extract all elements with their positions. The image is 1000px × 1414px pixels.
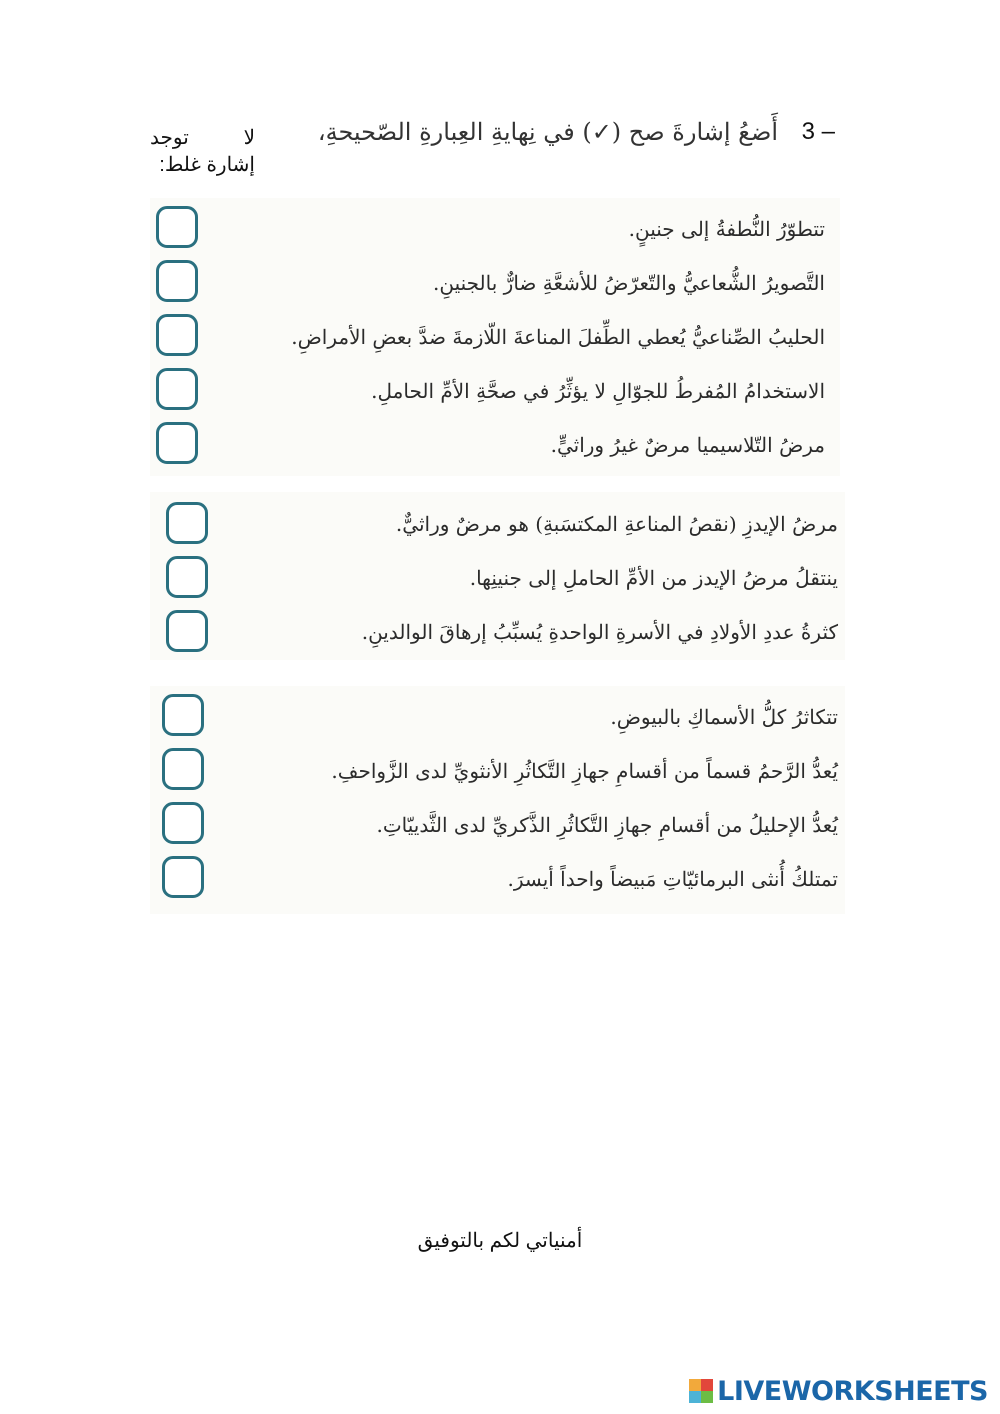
statement-3-3: يُعدُّ الإحليلُ من أقسامِ جهازِ التَّكاثُرِ الذَّكريِّ لدى الثَّدييّاتِ.	[376, 813, 838, 837]
closing-wish: أمنياتي لكم بالتوفيق	[417, 1230, 583, 1252]
answer-checkbox-3-1[interactable]	[162, 694, 204, 736]
brand-name: LIVEWORKSHEETS	[717, 1375, 988, 1407]
instruction-note: لا توجد إشارة غلط:	[150, 127, 255, 176]
answer-checkbox-2-3[interactable]	[166, 610, 208, 652]
answer-checkbox-3-4[interactable]	[162, 856, 204, 898]
statement-3-1: تتكاثرُ كلُّ الأسماكِ بالبيوضِ.	[610, 705, 838, 729]
liveworksheets-brand	[689, 1376, 988, 1406]
statement-1-4: الاستخدامُ المُفرطُ للجوّالِ لا يؤثِّرُ في صحَّةِ الأمِّ الحاملِ.	[371, 379, 825, 403]
answer-checkbox-1-5[interactable]	[156, 422, 198, 464]
statement-3-2: يُعدُّ الرَّحمُ قسماً من أقسامِ جهازِ التَّكاثُرِ الأنثويِّ لدى الزَّواحفِ.	[331, 759, 838, 783]
answer-checkbox-3-3[interactable]	[162, 802, 204, 844]
statement-2-1: مرضُ الإيدزِ (نقصُ المناعةِ المكتسَبةِ) هو مرضٌ وراثيٌّ.	[395, 512, 838, 536]
answer-checkbox-1-2[interactable]	[156, 260, 198, 302]
answer-checkbox-1-3[interactable]	[156, 314, 198, 356]
answer-checkbox-1-1[interactable]	[156, 206, 198, 248]
answer-checkbox-2-1[interactable]	[166, 502, 208, 544]
answer-checkbox-3-2[interactable]	[162, 748, 204, 790]
question-number: 3 –	[801, 118, 835, 145]
statement-1-3: الحليبُ الصِّناعيُّ يُعطي الطِّفلَ المناعةَ اللّازمةَ ضدَّ بعضِ الأمراضِ.	[291, 325, 825, 349]
statement-1-1: تتطوّرُ النُّطفةُ إلى جنينٍ.	[628, 217, 825, 241]
statement-1-2: التَّصويرُ الشُّعاعيُّ والتّعرّضُ للأشعَّةِ ضارٌّ بالجنينِ.	[432, 271, 825, 295]
statement-3-4: تمتلكُ أُنثى البرمائيّاتِ مَبيضاً واحداً أيسرَ.	[507, 867, 838, 891]
answer-checkbox-1-4[interactable]	[156, 368, 198, 410]
liveworksheets-logo-icon	[689, 1379, 713, 1403]
statement-2-3: كثرةُ عددِ الأولادِ في الأسرةِ الواحدةِ يُسبِّبُ إرهاقَ الوالدينِ.	[361, 620, 838, 644]
statement-1-5: مرضُ التّلاسيميا مرضٌ غيرُ وراثيٍّ.	[550, 433, 825, 457]
answer-checkbox-2-2[interactable]	[166, 556, 208, 598]
statement-2-2: ينتقلُ مرضُ الإيدز من الأمِّ الحاملِ إلى جنينِها.	[469, 566, 838, 590]
question-title: أَضعُ إشارةَ صح (✓) في نِهايةِ العِبارةِ الصّحيحةِ،	[317, 118, 778, 146]
